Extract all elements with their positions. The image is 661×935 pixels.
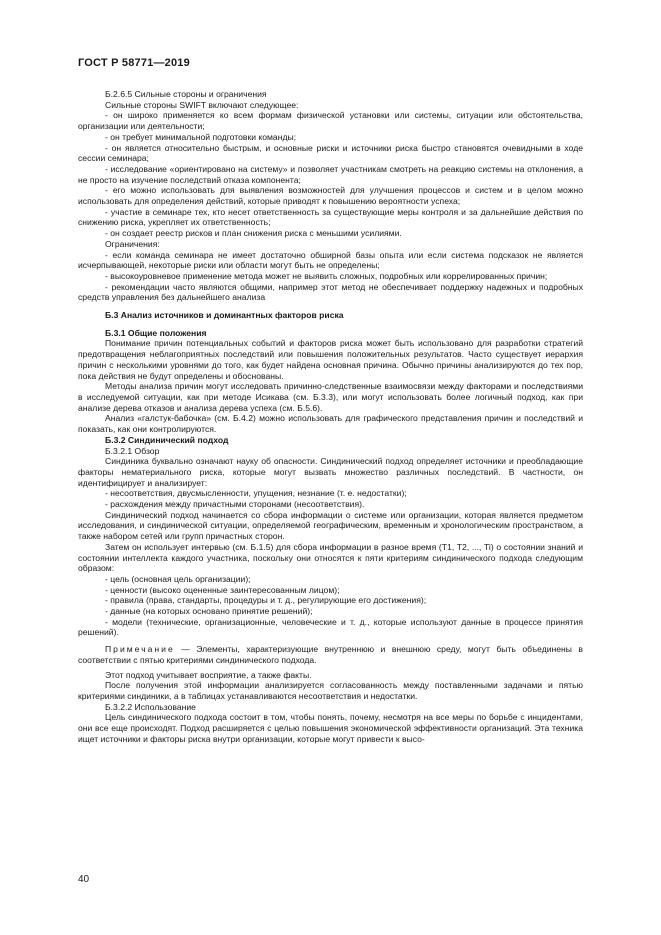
list-item: - данные (на которых основано принятие решений); <box>105 606 313 617</box>
paragraph: Методы анализа причин могут исследовать причинно-следственные взаимосвязи между факторами и последствиями в исследуемой ситуации, как при методе Исикава (см. Б.3.3), или могут использовать более логичный подход, как при анализе дерева отказов и анализа дерева успеха (см. Б.5.6). <box>78 381 583 413</box>
section-b265-title: Б.2.6.5 Сильные стороны и ограничения <box>105 89 267 99</box>
list-item: - он создает реестр рисков и план снижения риска с меньшими усилиями. <box>105 228 402 239</box>
list-item: - правила (права, стандарты, процедуры и т. д., регулирующие его достижения); <box>105 595 427 606</box>
list-item: - он широко применяется ко всем формам физической установки или системы, ситуации или обстоятельства, организации или деятельности; <box>78 110 583 132</box>
note-text: — Элементы, характеризующие внутреннюю и внешнюю среду, могут быть объединены в соответствии с пятью критериями синдинического подхода. <box>78 644 583 665</box>
section-b31-title: Б.3.1 Общие положения <box>105 327 207 338</box>
list-item: - цель (основная цель организации); <box>105 573 251 584</box>
strengths-intro: Сильные стороны SWIFT включают следующее: <box>105 99 299 110</box>
list-item: - он требует минимальной подготовки команды; <box>105 131 297 142</box>
list-item: - высокоуровневое применение метода может не выявить сложных, подробных или коррелированных причин; <box>105 270 548 281</box>
paragraph: Понимание причин потенциальных событий и факторов риска может быть использовано для разработки стратегий предотвращения неблагоприятных последствий или повышения положительных результатов. Часто существует иерархия причин с несколькими уровнями до того, как будет найдена основная причина. Обычно причины анализируются до тех пор, пока действия не будут определены и обоснованы. <box>78 338 583 381</box>
list-item: - исследование «ориентировано на систему» и позволяет участникам смотреть на реакцию системы на отклонения, а не просто на изучение последствий отказа компонента; <box>78 163 583 185</box>
note <box>78 644 583 665</box>
list-item: - расхождения между причастными сторонами (несоответствия). <box>105 499 365 510</box>
section-b321-title: Б.3.2.1 Обзор <box>105 445 160 456</box>
list-item: - ценности (высоко оцененные заинтересованным лицом); <box>105 584 340 595</box>
paragraph: Синдинический подход начинается со сбора информации о системе или организации, которая является предметом исследования, и синдинической ситуации, определяемой географическим, временным и хронологическим пространством, а также набором сетей или групп причастных сторон. <box>78 509 583 542</box>
paragraph: Цель синдинического подхода состоит в том, чтобы понять, почему, несмотря на все меры по борьбе с инцидентами, они все еще происходят. Подход расширяется с целью повышения экономической эффективности организаций. Эта техника ищет источники и факторы риска внутри организации, которые могут привести к высо- <box>78 712 583 744</box>
section-b3-title: Б.3 Анализ источников и доминантных факторов риска <box>105 310 344 321</box>
section-b322-title: Б.3.2.2 Использование <box>105 701 196 712</box>
page-number: 40 <box>78 874 90 885</box>
document-body <box>78 89 583 744</box>
paragraph: После получения этой информации анализируется согласованность между поставленными задачами и пятью критериями синдиники, а в таблицах устанавливаются несоответствия и недостатки. <box>78 680 583 701</box>
list-item: - несоответствия, двусмысленности, упущения, незнание (т. е. недостатки); <box>105 488 407 499</box>
list-item: - модели (технические, организационные, человеческие и т. д., которые используют данные в процессе принятия решений). <box>78 616 583 638</box>
paragraph: Синдиника буквально означают науку об опасности. Синдинический подход определяет источники и преобладающие факторы нематериального риска, которые могут вызвать множество различных последствий. В частности, он идентифицирует и анализирует: <box>78 456 583 488</box>
paragraph: Затем он использует интервью (см. Б.1.5) для сбора информации в разное время (T1, T2, ..., Ti) о состоянии знаний и состоянии интеллекта каждого участника, поскольку они относятся к пяти критериям синдинического подхода следующим образом: <box>78 541 583 574</box>
list-item: - рекомендации часто являются общими, например этот метод не обеспечивает поддержку надежных и подробных средств управления без дальнейшего анализа <box>78 281 583 303</box>
paragraph: Анализ «галстук-бабочка» (см. Б.4.2) можно использовать для графического представления причин и последствий и показать, как они контролируются. <box>78 413 583 435</box>
list-item: - его можно использовать для выявления возможностей для улучшения процессов и систем и в целом можно использовать для определения действий, которые приводят к повышению вероятности успеха; <box>78 185 583 207</box>
document-header: ГОСТ Р 58771—2019 <box>78 57 190 69</box>
paragraph: Этот подход учитывает восприятие, а также факты. <box>105 669 312 680</box>
list-item: - если команда семинара не имеет достаточно обширной базы опыта или если система подсказок не является исчерпывающей, некоторые риски или области могут быть не определены; <box>78 249 583 271</box>
limits-intro: Ограничения: <box>105 238 160 249</box>
list-item: - он является относительно быстрым, и основные риски и источники риска быстро становятся очевидными в ходе сессии семинара; <box>78 142 583 164</box>
note-label: Примечание <box>105 644 175 655</box>
list-item: - участие в семинаре тех, кто несет ответственность за существующие меры контроля и за дальнейшие действия по снижению риска, укрепляет их ответственность; <box>78 206 583 228</box>
section-b32-title: Б.3.2 Синдинический подход <box>105 434 229 445</box>
